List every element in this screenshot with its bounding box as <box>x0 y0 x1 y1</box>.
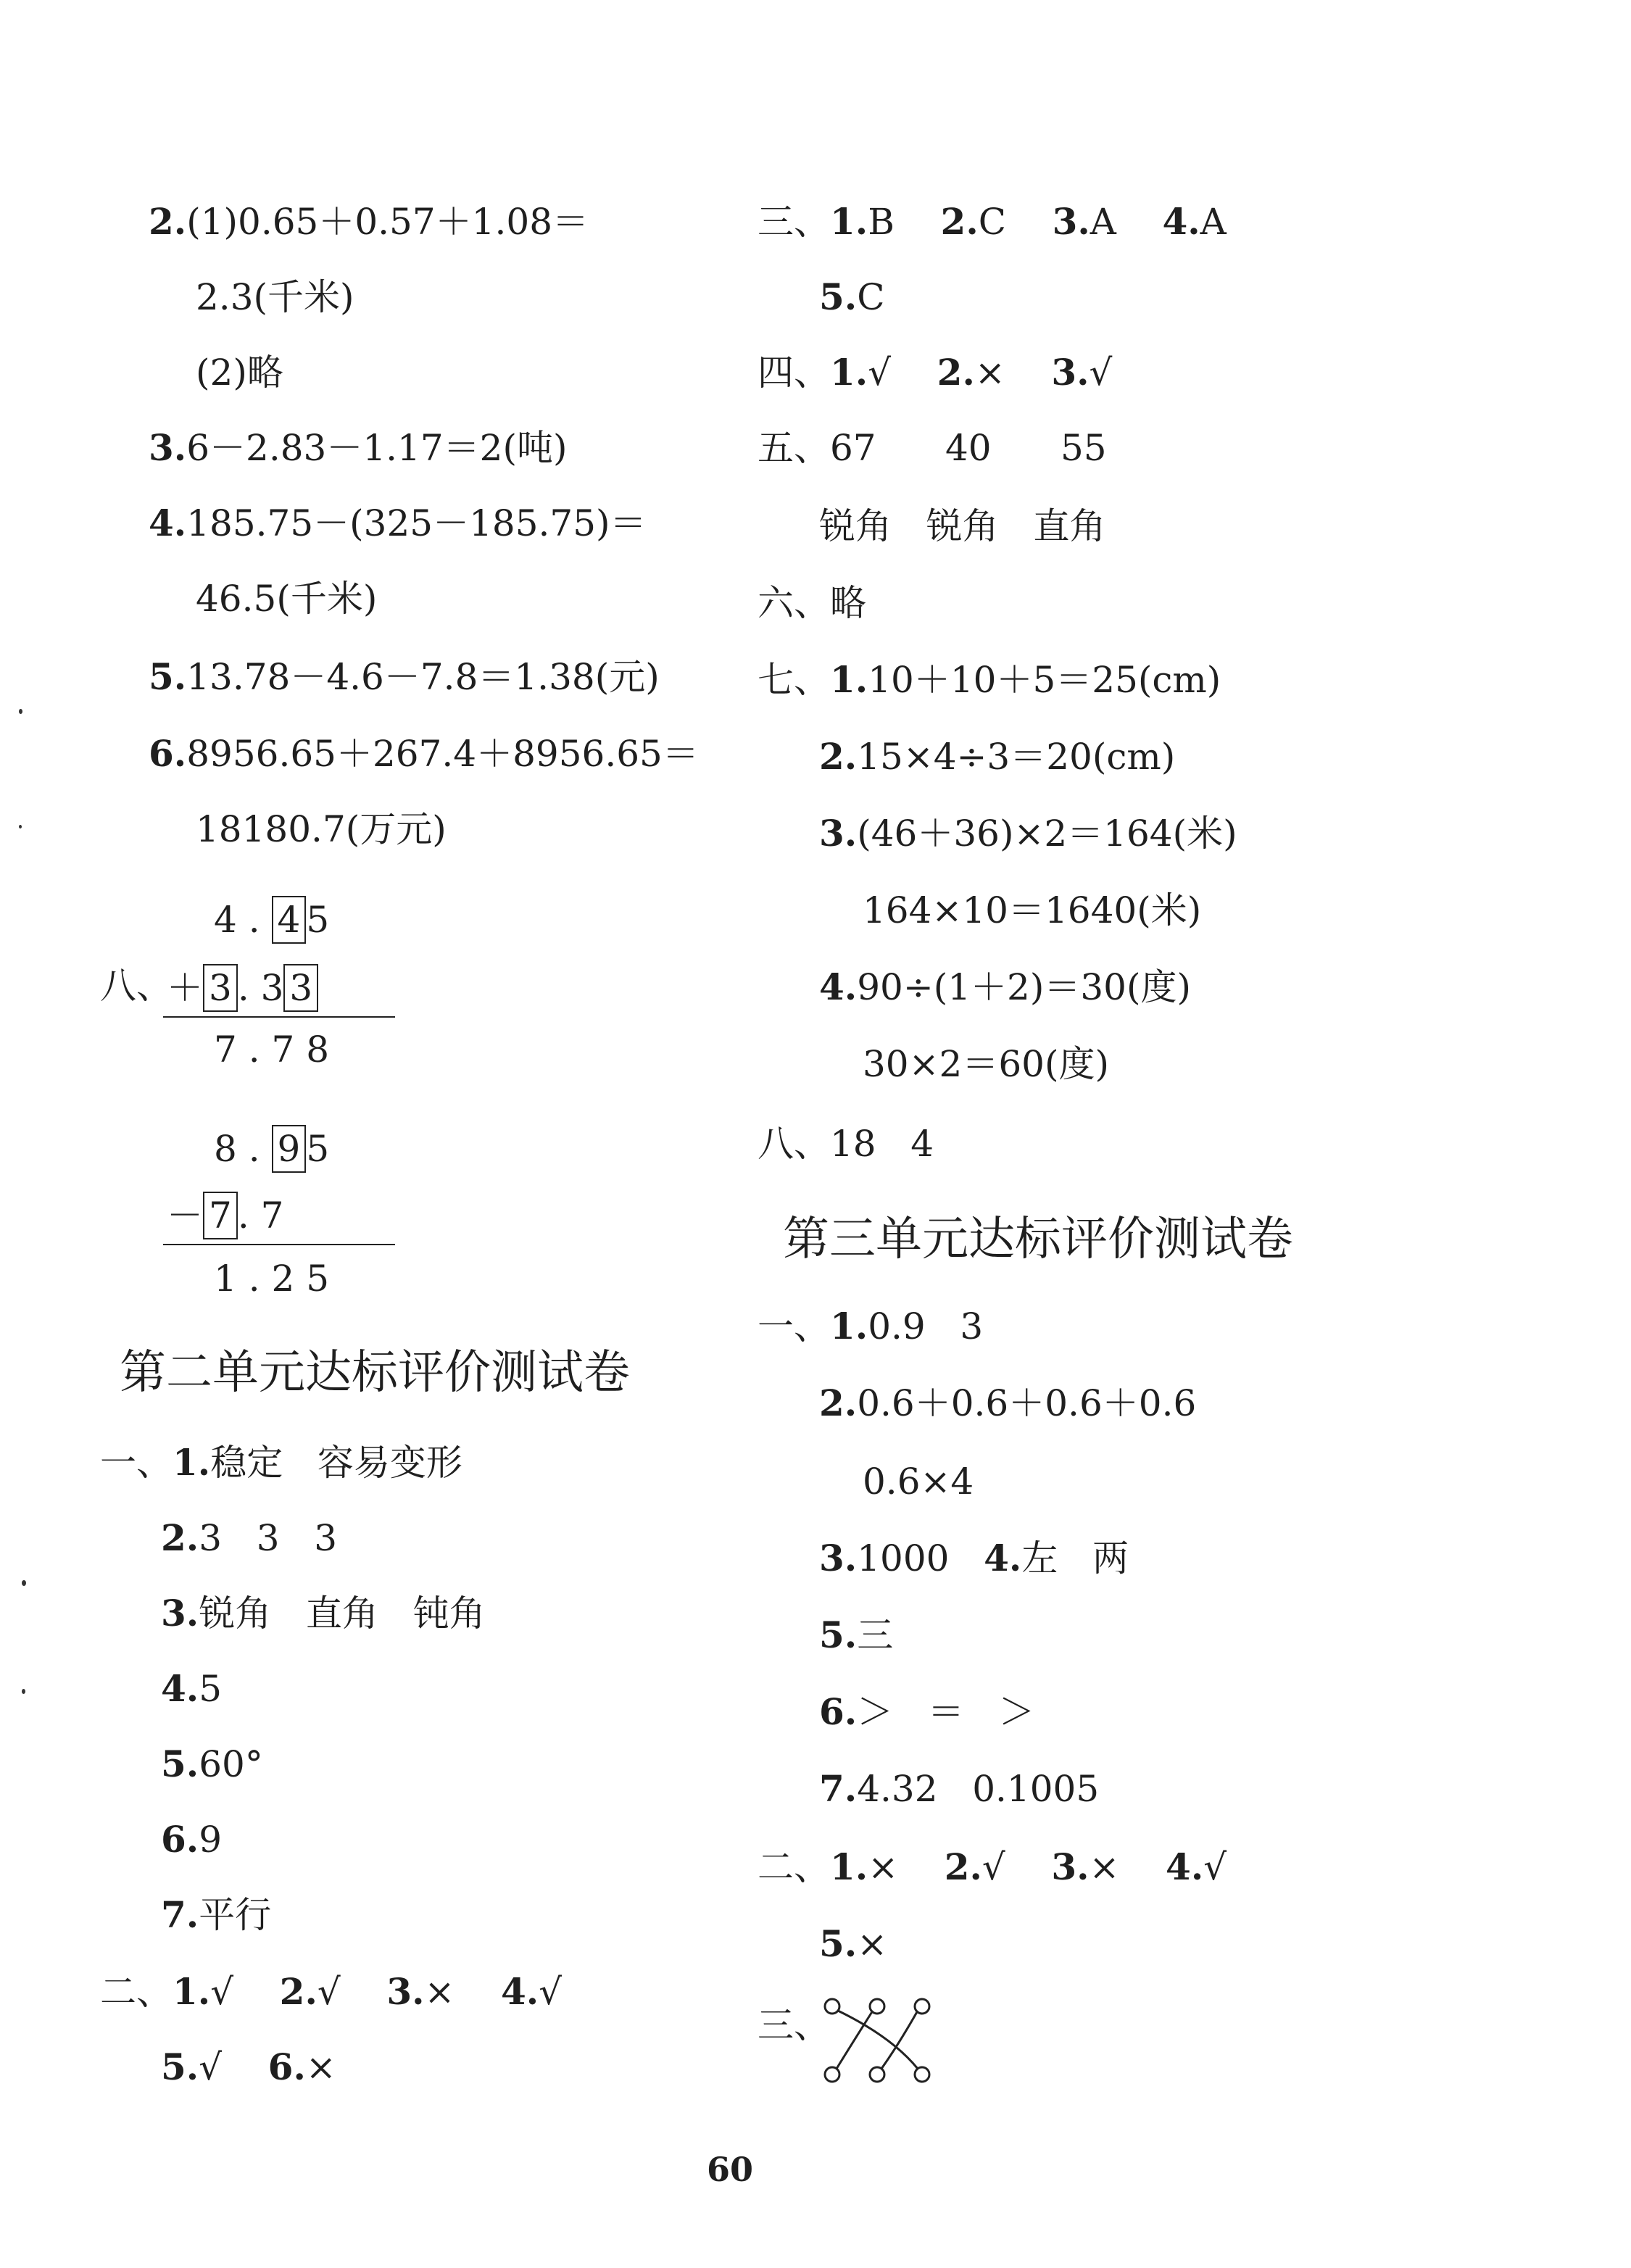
r-s5-degrees: 67 40 55 <box>830 427 1107 469</box>
u3-s1-a6: ＞ ＝ ＞ <box>857 1691 1035 1733</box>
u3-s1-n6: 6. <box>819 1690 858 1733</box>
match-line-1 <box>838 2011 918 2069</box>
u2-s2-a2: √ <box>317 1971 341 2013</box>
q4-num: 4. <box>149 502 187 544</box>
u3-s1-n5: 5. <box>819 1613 858 1656</box>
u2-s1-i2-num: 2. <box>161 1516 199 1559</box>
u3-s2-row2 <box>819 1922 887 1966</box>
u3-s2-a1: × <box>868 1846 899 1888</box>
r-s4-n2: 2. <box>937 351 975 394</box>
r-s8-label: 八、 <box>758 1123 830 1165</box>
u2-s2-a5: √ <box>199 2046 223 2088</box>
u3-s2-n2: 2. <box>944 1845 982 1888</box>
match-bottom-dot-3 <box>915 2067 929 2082</box>
scan-speck <box>19 709 22 714</box>
u2-s2-a3: × <box>424 1971 455 2013</box>
add-r1-tail: 5 <box>306 899 330 941</box>
r-s7-a1: 10＋10＋5＝25(cm) <box>868 659 1221 701</box>
r-s7-row6: 30×2＝60(度) <box>863 1043 1109 1085</box>
match-bottom-dot-2 <box>870 2067 884 2082</box>
q4-text-a: 185.75－(325－185.75)＝ <box>186 502 647 544</box>
u2-s1-i3-text: 锐角 直角 钝角 <box>199 1592 486 1634</box>
add-r2-box2: 3 <box>283 964 318 1012</box>
r-s3-n1: 1. <box>830 200 868 243</box>
q5-num: 5. <box>149 655 187 698</box>
r-s7-row2 <box>819 735 1175 778</box>
r-s4-a3: √ <box>1089 352 1113 394</box>
u2-s2-n1: 1. <box>173 1970 211 2013</box>
add-r2-box1: 3 <box>203 964 238 1012</box>
r-s7-n3: 3. <box>819 812 858 855</box>
r-s3-a3: A <box>1090 201 1116 243</box>
u3-s1-a1: 0.9 3 <box>868 1305 984 1347</box>
r-s6-text: 略 <box>830 582 866 624</box>
r-s7-a2: 15×4÷3＝20(cm) <box>857 736 1176 778</box>
u3-s1-row5 <box>819 1613 893 1657</box>
add-result: 7 . 7 8 <box>214 1029 330 1071</box>
u2-s2-label: 二、 <box>100 1971 173 2013</box>
r-s3-n2: 2. <box>940 200 979 243</box>
q3-line <box>149 426 568 470</box>
scan-speck <box>22 1580 26 1586</box>
sub-row2 <box>167 1192 283 1239</box>
u3-s1-n4: 4. <box>984 1537 1022 1579</box>
add-sum-line <box>163 1016 395 1018</box>
sub-operator: － <box>167 1195 203 1237</box>
q6-num: 6. <box>149 732 187 775</box>
r-s5-label: 五、 <box>758 427 830 469</box>
r-s3-n5: 5. <box>819 275 858 318</box>
matching-diagram <box>812 1986 957 2095</box>
r-s7-a4: 90÷(1＋2)＝30(度) <box>857 966 1191 1008</box>
u2-s1-i7-text: 平行 <box>199 1894 272 1936</box>
u2-s1-item2 <box>161 1516 337 1560</box>
q6-text-a: 8956.65＋267.4＋8956.65＝ <box>186 733 699 775</box>
r-s8-text: 18 4 <box>830 1123 934 1165</box>
sub-row1 <box>214 1125 329 1173</box>
u2-s2-n4: 4. <box>501 1970 539 2013</box>
u2-s2-a6: × <box>305 2046 336 2088</box>
add-r1-box: 4 <box>272 896 307 944</box>
u3-s2-n4: 4. <box>1166 1845 1204 1888</box>
q6-line1 <box>149 732 699 776</box>
u3-s1-a3: 1000 <box>857 1537 950 1579</box>
r-s3-a5: C <box>857 276 885 318</box>
r-s7-row5 <box>819 965 1191 1009</box>
r-s3-row2 <box>819 275 884 319</box>
r-s3-n4: 4. <box>1162 200 1200 243</box>
u2-s2-a1: √ <box>210 1971 234 2013</box>
u3-s1-row3: 0.6×4 <box>863 1461 974 1503</box>
unit2-title: 第二单元达标评价测试卷 <box>120 1346 630 1400</box>
r-s3-n3: 3. <box>1052 200 1090 243</box>
u3-s2-n1: 1. <box>830 1845 868 1888</box>
r-s7-row3 <box>819 812 1237 855</box>
u2-s1-item6 <box>161 1818 222 1861</box>
u2-s1-label: 一、 <box>100 1442 173 1484</box>
q2-line1 <box>149 200 589 244</box>
r-s7-row1 <box>758 658 1221 702</box>
u3-s1-row4 <box>819 1537 1129 1580</box>
r-s5-row1 <box>758 426 1107 470</box>
sub-r2-box: 7 <box>203 1192 238 1239</box>
u2-s2-n6: 6. <box>267 2045 306 2088</box>
u3-s2-label: 二、 <box>758 1846 830 1888</box>
q2-line2: 2.3(千米) <box>196 276 354 318</box>
r-s3-label: 三、 <box>758 201 830 243</box>
r-s4-n3: 3. <box>1051 351 1090 394</box>
u2-s1-item4 <box>161 1667 222 1711</box>
u3-s2-row1 <box>758 1845 1227 1889</box>
r-s7-n1: 1. <box>830 658 868 701</box>
r-s4-a1: √ <box>868 352 892 394</box>
r-s4-label: 四、 <box>758 352 830 394</box>
sub-r1-tail: 5 <box>306 1128 330 1170</box>
u2-s1-i2-text: 3 3 3 <box>199 1517 337 1559</box>
r-s3-a2: C <box>978 201 1006 243</box>
r-s7-a3: (46＋36)×2＝164(米) <box>857 813 1237 855</box>
q4-line1 <box>149 502 647 545</box>
u3-s2-a2: √ <box>981 1846 1005 1888</box>
q2-line3: (2)略 <box>196 352 283 394</box>
q3-text: 6－2.83－1.17＝2(吨) <box>186 427 568 469</box>
u2-s1-item3 <box>161 1592 486 1635</box>
r-s5-row2: 锐角 锐角 直角 <box>819 505 1106 547</box>
u2-s1-i1-num: 1. <box>173 1441 211 1484</box>
u2-s2-row2 <box>161 2045 336 2089</box>
u3-s2-a5: × <box>857 1923 888 1965</box>
u3-s1-label: 一、 <box>758 1305 830 1347</box>
u2-s1-i7-num: 7. <box>161 1893 199 1936</box>
u2-s1-item5 <box>161 1742 263 1786</box>
r-s3-a4: A <box>1200 201 1227 243</box>
q5-text: 13.78－4.6－7.8＝1.38(元) <box>186 656 660 698</box>
u2-s1-i5-text: 60° <box>199 1743 263 1785</box>
u2-s2-n5: 5. <box>161 2045 199 2088</box>
r-s7-n2: 2. <box>819 735 858 778</box>
s8-label: 八、 <box>100 965 173 1007</box>
u3-s3-label: 三、 <box>758 2004 830 2046</box>
r-s4-a2: × <box>974 352 1005 394</box>
scan-speck <box>22 1689 25 1694</box>
u2-s1-i6-text: 9 <box>199 1819 223 1861</box>
u3-s1-n3: 3. <box>819 1537 858 1579</box>
r-s7-row4: 164×10＝1640(米) <box>863 889 1202 931</box>
u2-s2-row1 <box>100 1970 562 2014</box>
add-r1-digits: 4 . <box>214 899 260 941</box>
u3-s1-row6 <box>819 1690 1035 1734</box>
scan-speck <box>19 825 22 828</box>
r-s6-row <box>758 581 866 625</box>
q2-num: 2. <box>149 200 187 243</box>
u3-s1-n7: 7. <box>819 1767 858 1810</box>
r-s4-row <box>758 351 1112 394</box>
u3-s2-n5: 5. <box>819 1922 858 1965</box>
q6-line2: 18180.7(万元) <box>196 808 447 850</box>
u3-s2-n3: 3. <box>1051 1845 1090 1888</box>
u3-s1-a7: 4.32 0.1005 <box>857 1768 1100 1810</box>
u3-s1-a4: 左 两 <box>1021 1537 1129 1579</box>
add-r2-mid: . 3 <box>237 967 284 1009</box>
u3-s1-row2 <box>819 1382 1196 1425</box>
match-bottom-dot-1 <box>825 2067 839 2082</box>
u3-s1-row1 <box>758 1305 983 1348</box>
r-s8-row <box>758 1122 934 1166</box>
add-operator: ＋ <box>167 967 203 1009</box>
u2-s2-n2: 2. <box>279 1970 318 2013</box>
r-s3-row1 <box>758 200 1227 244</box>
sub-r1-box: 9 <box>272 1125 307 1173</box>
u2-s1-i4-text: 5 <box>199 1668 223 1710</box>
u2-s1-i3-num: 3. <box>161 1592 199 1634</box>
u3-s1-a2: 0.6＋0.6＋0.6＋0.6 <box>857 1382 1197 1424</box>
sub-result: 1 . 2 5 <box>214 1258 330 1300</box>
q5-line <box>149 655 660 699</box>
unit3-title: 第三单元达标评价测试卷 <box>783 1213 1293 1266</box>
q3-num: 3. <box>149 426 187 469</box>
u3-s1-n1: 1. <box>830 1305 868 1347</box>
q2-text-a: (1)0.65＋0.57＋1.08＝ <box>186 201 589 243</box>
u2-s1-i6-num: 6. <box>161 1818 199 1861</box>
u2-s1-item1 <box>100 1441 462 1484</box>
u2-s1-i4-num: 4. <box>161 1667 199 1710</box>
u3-s1-row7 <box>819 1767 1099 1811</box>
add-row1 <box>214 896 329 944</box>
r-s6-label: 六、 <box>758 582 830 624</box>
add-row2 <box>167 964 318 1012</box>
r-s7-n4: 4. <box>819 965 858 1008</box>
r-s4-n1: 1. <box>830 351 868 394</box>
sub-r2-mid: . 7 <box>237 1195 284 1237</box>
page-number: 60 <box>707 2150 754 2189</box>
u3-s1-n2: 2. <box>819 1382 858 1424</box>
u2-s1-i1-text: 稳定 容易变形 <box>210 1442 462 1484</box>
r-s7-label: 七、 <box>758 659 830 701</box>
sub-diff-line <box>163 1244 395 1245</box>
u3-s1-a5: 三 <box>857 1614 894 1656</box>
u3-s2-a3: × <box>1089 1846 1120 1888</box>
u2-s1-i5-num: 5. <box>161 1742 199 1785</box>
q4-line2: 46.5(千米) <box>196 578 378 620</box>
u3-s2-a4: √ <box>1203 1846 1227 1888</box>
u2-s2-n3: 3. <box>386 1970 425 2013</box>
match-top-dot-1 <box>825 1999 839 2014</box>
u2-s2-a4: √ <box>539 1971 563 2013</box>
r-s3-a1: B <box>868 201 895 243</box>
u2-s1-item7 <box>161 1893 271 1937</box>
sub-r1-digits: 8 . <box>214 1128 260 1170</box>
